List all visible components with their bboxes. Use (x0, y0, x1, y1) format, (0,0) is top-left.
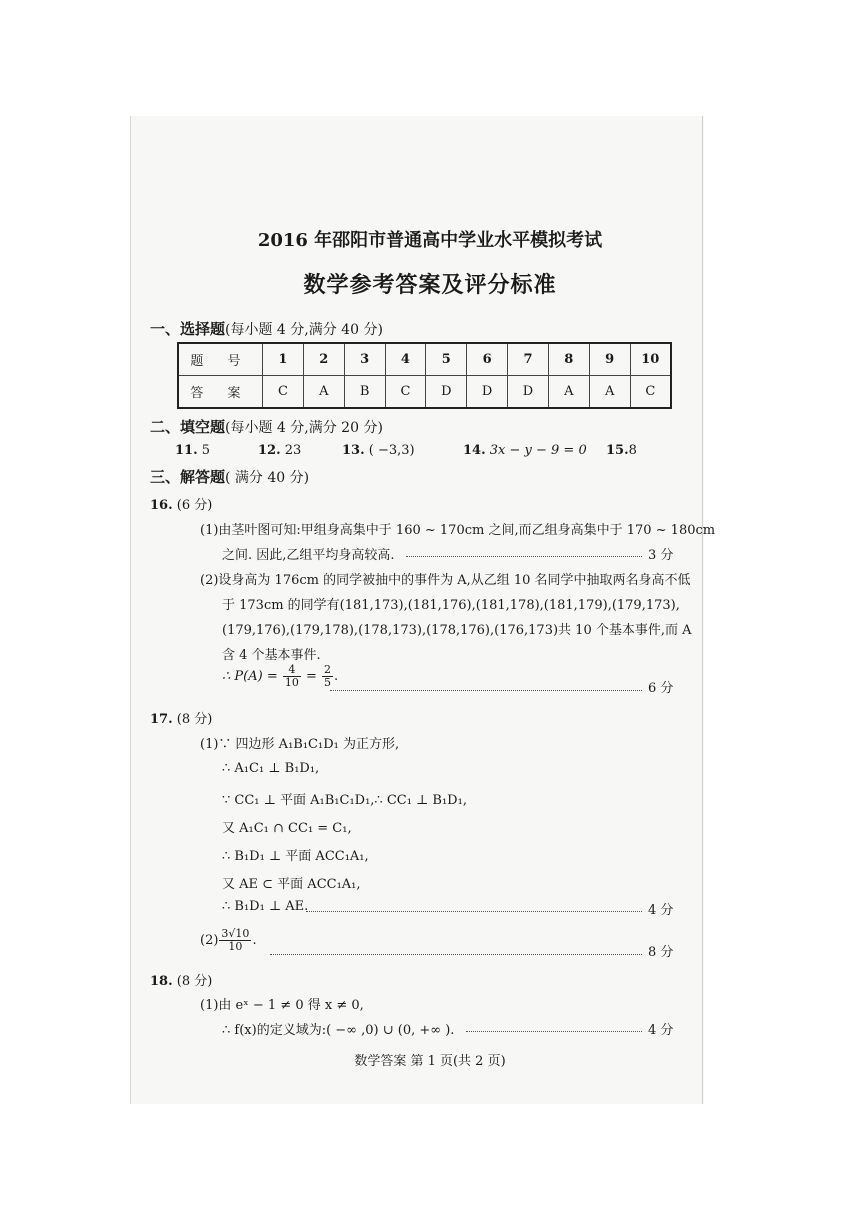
fill-number: 11. (175, 443, 198, 458)
fill-number: 15. (606, 443, 629, 458)
fill-answer: 5 (201, 443, 211, 458)
formula-period: . (334, 669, 339, 684)
section2-heading (150, 416, 383, 437)
fraction-numerator: 2 (324, 663, 332, 676)
answer-cell: C (630, 376, 671, 409)
section3-heading (150, 466, 309, 487)
fill-answer-11 (175, 443, 210, 458)
part-label: (2) (200, 933, 219, 948)
answer-header: 答 案 (178, 376, 263, 409)
q17-line: ∴ B₁D₁ ⊥ 平面 ACC₁A₁, (222, 849, 369, 864)
question-score: (8 分) (176, 974, 213, 989)
q17-part2-points: 8 分 (648, 945, 674, 960)
section1-note: (每小题 4 分,满分 40 分) (225, 322, 383, 338)
question-number-cell: 9 (589, 343, 630, 376)
question-number: 17. (150, 712, 173, 727)
fraction-denominator: 5 (324, 676, 332, 689)
q17-line: ∴ B₁D₁ ⊥ AE. (222, 899, 309, 914)
question-score: (6 分) (176, 498, 213, 513)
question-number-cell: 3 (344, 343, 385, 376)
question-number-header: 题 号 (178, 343, 263, 376)
fill-number: 13. (342, 443, 365, 458)
fraction (283, 664, 301, 689)
q17-line: (1)∵ 四边形 A₁B₁C₁D₁ 为正方形, (200, 737, 400, 752)
fill-answer: 8 (628, 443, 637, 458)
answer-cell: D (426, 376, 467, 409)
q17-line: ∵ CC₁ ⊥ 平面 A₁B₁C₁D₁,∴ CC₁ ⊥ B₁D₁, (222, 793, 467, 808)
section3-note: ( 满分 40 分) (225, 470, 310, 486)
question-number-cell: 2 (303, 343, 344, 376)
fill-answer-12 (258, 443, 301, 458)
section2-title: 二、填空题 (150, 418, 226, 436)
answer-cell: B (344, 376, 385, 409)
fraction (322, 664, 333, 689)
answer-cell: A (303, 376, 344, 409)
answer-cell: C (263, 376, 304, 409)
q16-part2-line1: (2)设身高为 176cm 的同学被抽中的事件为 A,从乙组 10 名同学中抽取两名身高不低 (200, 573, 691, 588)
answer-table-answer-row (178, 376, 671, 409)
q17-line: 又 A₁C₁ ∩ CC₁ = C₁, (222, 821, 352, 836)
question-number-cell: 7 (508, 343, 549, 376)
question-number-cell: 8 (548, 343, 589, 376)
question-number-cell: 10 (630, 343, 671, 376)
q18-line1: (1)由 eˣ − 1 ≠ 0 得 x ≠ 0, (200, 998, 364, 1013)
q16-part2-line4: 含 4 个基本事件. (222, 648, 321, 663)
exam-title: 2016 年邵阳市普通高中学业水平模拟考试 (257, 230, 603, 251)
dot-leader (306, 911, 642, 912)
q17-part2-answer (200, 928, 257, 953)
dot-leader (406, 556, 642, 557)
answer-table (177, 342, 672, 409)
answer-cell: A (548, 376, 589, 409)
answer-cell: A (589, 376, 630, 409)
page-edge-right (702, 116, 703, 1104)
dot-leader (270, 954, 642, 955)
dot-leader (466, 1031, 642, 1032)
fill-number: 14. (463, 443, 486, 458)
fraction (219, 928, 251, 953)
q16-part2-line2: 于 173cm 的同学有(181,173),(181,176),(181,178),(181,179),(179,173), (222, 598, 680, 613)
question-number: 16. (150, 498, 173, 513)
fraction-denominator: 10 (228, 940, 243, 953)
fill-number: 12. (258, 443, 281, 458)
fill-answer: ( −3,3) (368, 443, 415, 458)
question-score: (8 分) (176, 712, 213, 727)
fill-answer-13 (342, 443, 415, 458)
equals-sign: = (306, 669, 317, 684)
q17-part1-points: 4 分 (648, 903, 674, 918)
fill-answer-15 (606, 443, 637, 458)
formula-prefix: ∴ P(A) = (222, 669, 278, 684)
q18-header (150, 970, 212, 989)
q16-probability-formula (222, 664, 338, 689)
q17-header (150, 708, 212, 727)
formula-period: . (252, 933, 257, 948)
question-number-cell: 6 (467, 343, 508, 376)
document-subtitle: 数学参考答案及评分标准 (303, 272, 557, 298)
answer-cell: D (508, 376, 549, 409)
answer-cell: D (467, 376, 508, 409)
section1-title: 一、选择题 (150, 320, 226, 338)
q18-part1-points: 4 分 (648, 1023, 674, 1038)
q16-header (150, 494, 212, 513)
q16-part1-line2: 之间. 因此,乙组平均身高较高. (222, 548, 395, 563)
question-number-cell: 5 (426, 343, 467, 376)
q17-line: 又 AE ⊂ 平面 ACC₁A₁, (222, 877, 361, 892)
q18-line2: ∴ f(x)的定义域为:( −∞ ,0) ∪ (0, +∞ ). (222, 1023, 455, 1038)
fraction-numerator: 3√10 (221, 927, 250, 940)
q16-part2-line3: (179,176),(179,178),(178,173),(178,176),(176,173)共 10 个基本事件,而 A (222, 623, 692, 638)
dot-leader (330, 690, 642, 691)
question-number-cell: 1 (263, 343, 304, 376)
q17-line: ∴ A₁C₁ ⊥ B₁D₁, (222, 761, 320, 776)
section2-note: (每小题 4 分,满分 20 分) (225, 420, 383, 436)
q16-part2-points: 6 分 (648, 681, 674, 696)
page-edge-left (130, 116, 131, 1104)
section3-title: 三、解答题 (150, 468, 226, 486)
fraction-denominator: 10 (284, 676, 299, 689)
answer-table-number-row (178, 343, 671, 376)
section1-heading (150, 318, 383, 339)
question-number: 18. (150, 974, 173, 989)
q16-part1-line1: (1)由茎叶图可知:甲组身高集中于 160 ~ 170cm 之间,而乙组身高集中于 170 ~ 180cm (200, 523, 716, 538)
fraction-numerator: 4 (283, 664, 301, 677)
question-number-cell: 4 (385, 343, 426, 376)
answer-cell: C (385, 376, 426, 409)
page-footer: 数学答案 第 1 页(共 2 页) (354, 1054, 506, 1069)
fill-answer-14 (463, 443, 587, 458)
fill-answer: 23 (284, 443, 302, 458)
fill-answer: 3x − y − 9 = 0 (489, 443, 587, 458)
q16-part1-points: 3 分 (648, 548, 674, 563)
